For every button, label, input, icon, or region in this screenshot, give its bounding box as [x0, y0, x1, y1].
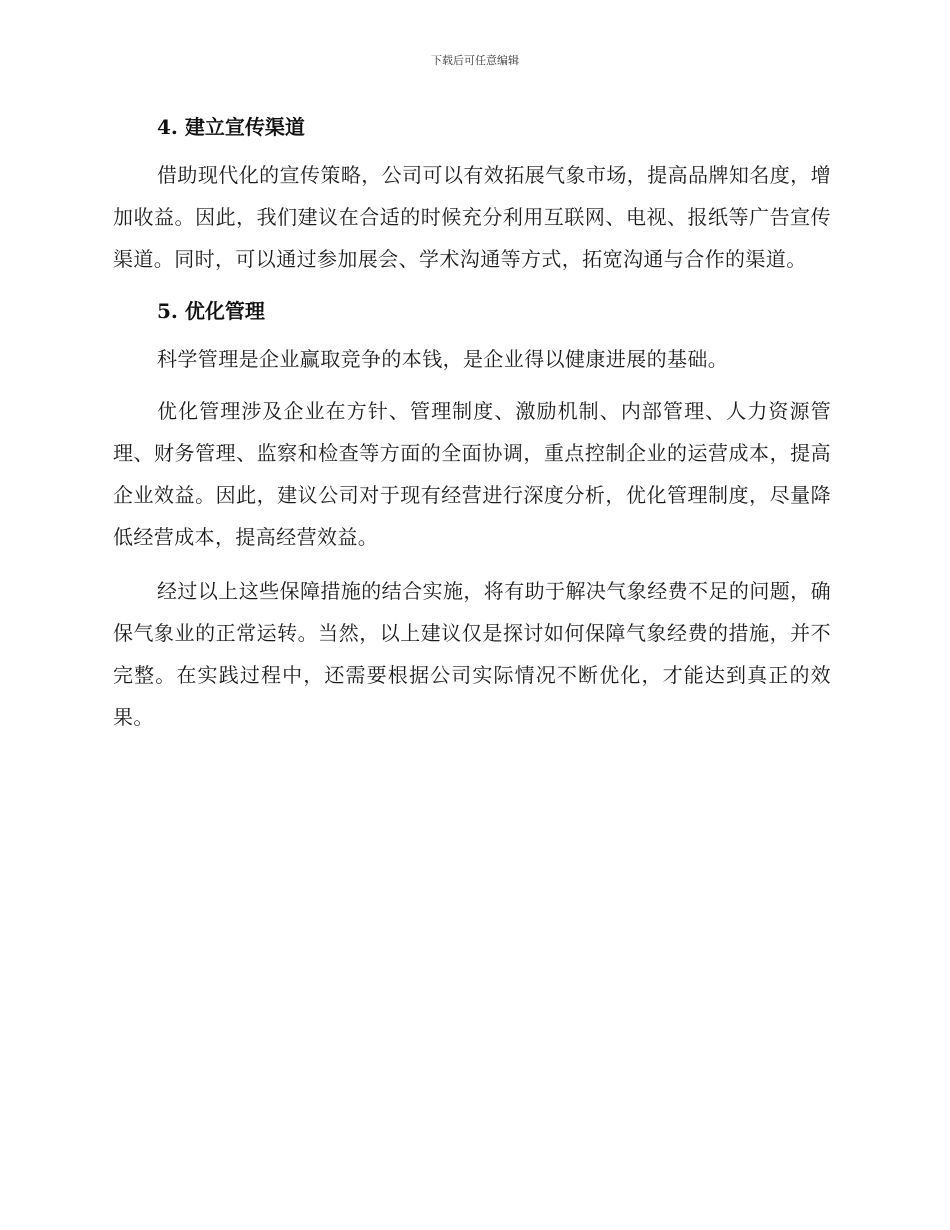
paragraph-conclusion: 经过以上这些保障措施的结合实施，将有助于解决气象经费不足的问题，确保气象业的正常运转。当然，以上建议仅是探讨如何保障气象经费的措施，并不完整。在实践过程中，还需要根据公司实际情况不断优化，才能达到真正的效果。 [113, 579, 831, 729]
paragraph-promotion-channels: 借助现代化的宣传策略，公司可以有效拓展气象市场，提高品牌知名度，增加收益。因此，我们建议在合适的时候充分利用互联网、电视、报纸等广告宣传渠道。同时，可以通过参加展会、学术沟通等方式，拓宽沟通与合作的渠道。 [113, 163, 831, 271]
paragraph-management-scope: 优化管理涉及企业在方针、管理制度、激励机制、内部管理、人力资源管理、财务管理、监察和检查等方面的全面协调，重点控制企业的运营成本，提高企业效益。因此，建议公司对于现有经营进行深度分析，优化管理制度，尽量降低经营成本，提高经营效益。 [113, 399, 831, 549]
section-heading-promotion-channels: 4. 建立宣传渠道 [157, 115, 305, 139]
document-body [113, 108, 831, 750]
paragraph-scientific-management: 科学管理是企业赢取竞争的本钱，是企业得以健康进展的基础。 [157, 347, 729, 371]
section-heading-optimize-management: 5. 优化管理 [157, 299, 265, 323]
page-header: 下载后可任意编辑 [431, 54, 519, 67]
